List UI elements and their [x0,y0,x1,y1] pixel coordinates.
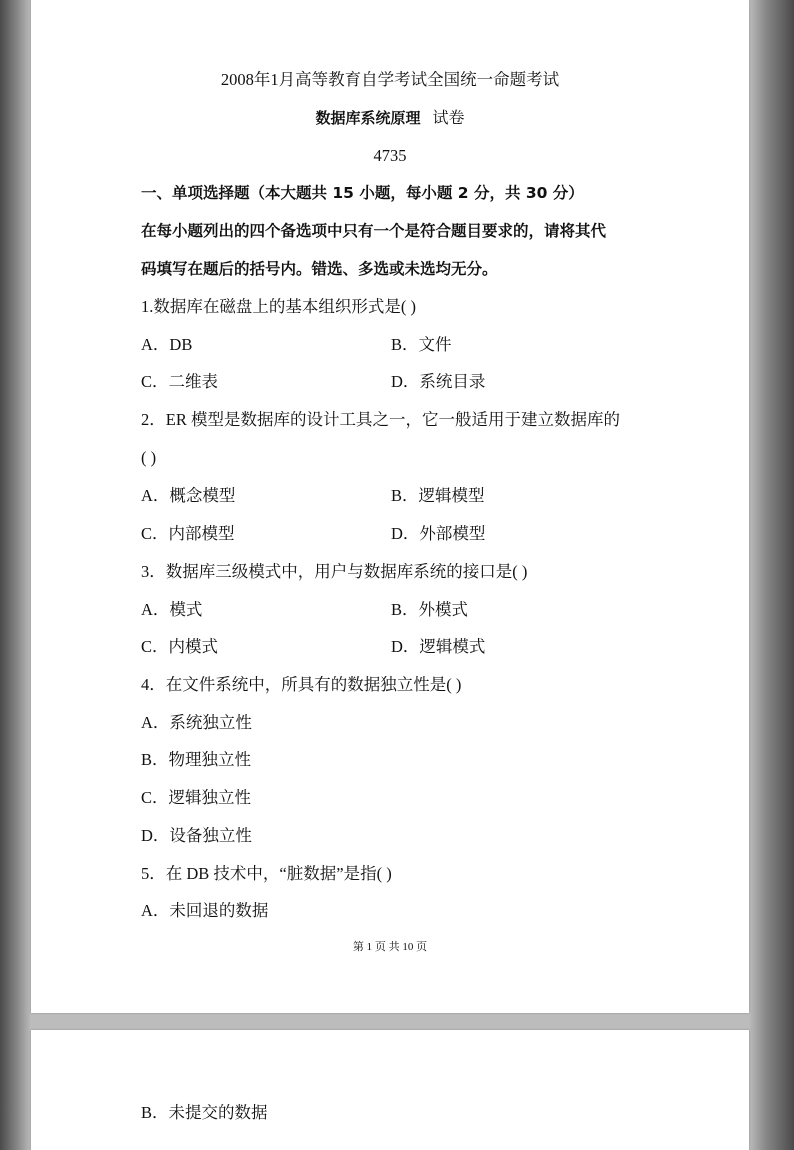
question-1-option-d: D．系统目录 [391,372,486,391]
document-page-2 [31,1030,749,1150]
document-page-1 [31,0,749,1013]
question-5-option-b: B．未提交的数据 [141,1103,268,1122]
question-5-stem: 5．在 DB 技术中，“脏数据”是指( ) [141,864,392,883]
section-heading: 一、单项选择题（本大题共 15 小题，每小题 2 分，共 30 分） [141,184,584,202]
question-4-option-c: C．逻辑独立性 [141,788,252,807]
question-3-stem: 3．数据库三级模式中，用户与数据库系统的接口是( ) [141,562,528,581]
paper-type: 试卷 [432,110,465,127]
question-2-option-b: B．逻辑模型 [391,486,485,505]
section-instruction-2: 码填写在题后的括号内。错选、多选或未选均无分。 [141,260,498,278]
question-2-option-d: D．外部模型 [391,524,486,543]
question-2-stem-cont: ( ) [141,448,157,467]
page-number-footer: 第 1 页 共 10 页 [352,941,428,953]
question-3-option-c: C．内模式 [141,637,219,656]
question-1-option-a: A．DB [141,335,193,354]
question-2-option-c: C．内部模型 [141,524,235,543]
question-1-option-b: B．文件 [391,335,452,354]
question-1-stem: 1.数据库在磁盘上的基本组织形式是( ) [141,297,416,316]
question-3-option-a: A．模式 [141,600,203,619]
question-4-option-b: B．物理独立性 [141,750,252,769]
question-1-option-c: C．二维表 [141,372,219,391]
question-2-option-a: A．概念模型 [141,486,236,505]
subject-name: 数据库系统原理 [315,109,421,127]
question-4-stem: 4．在文件系统中，所具有的数据独立性是( ) [141,675,462,694]
course-code: 4735 [373,146,407,165]
question-4-option-a: A．系统独立性 [141,713,252,732]
question-2-stem: 2．ER 模型是数据库的设计工具之一，它一般适用于建立数据库的 [141,410,620,429]
question-4-option-d: D．设备独立性 [141,826,252,845]
question-3-option-b: B．外模式 [391,600,469,619]
question-3-option-d: D．逻辑模式 [391,637,486,656]
section-instruction-1: 在每小题列出的四个备选项中只有一个是符合题目要求的，请将其代 [141,222,607,240]
exam-subject-line [31,108,749,129]
question-5-option-a: A．未回退的数据 [141,901,269,920]
exam-title: 2008年1月高等教育自学考试全国统一命题考试 [220,70,560,89]
